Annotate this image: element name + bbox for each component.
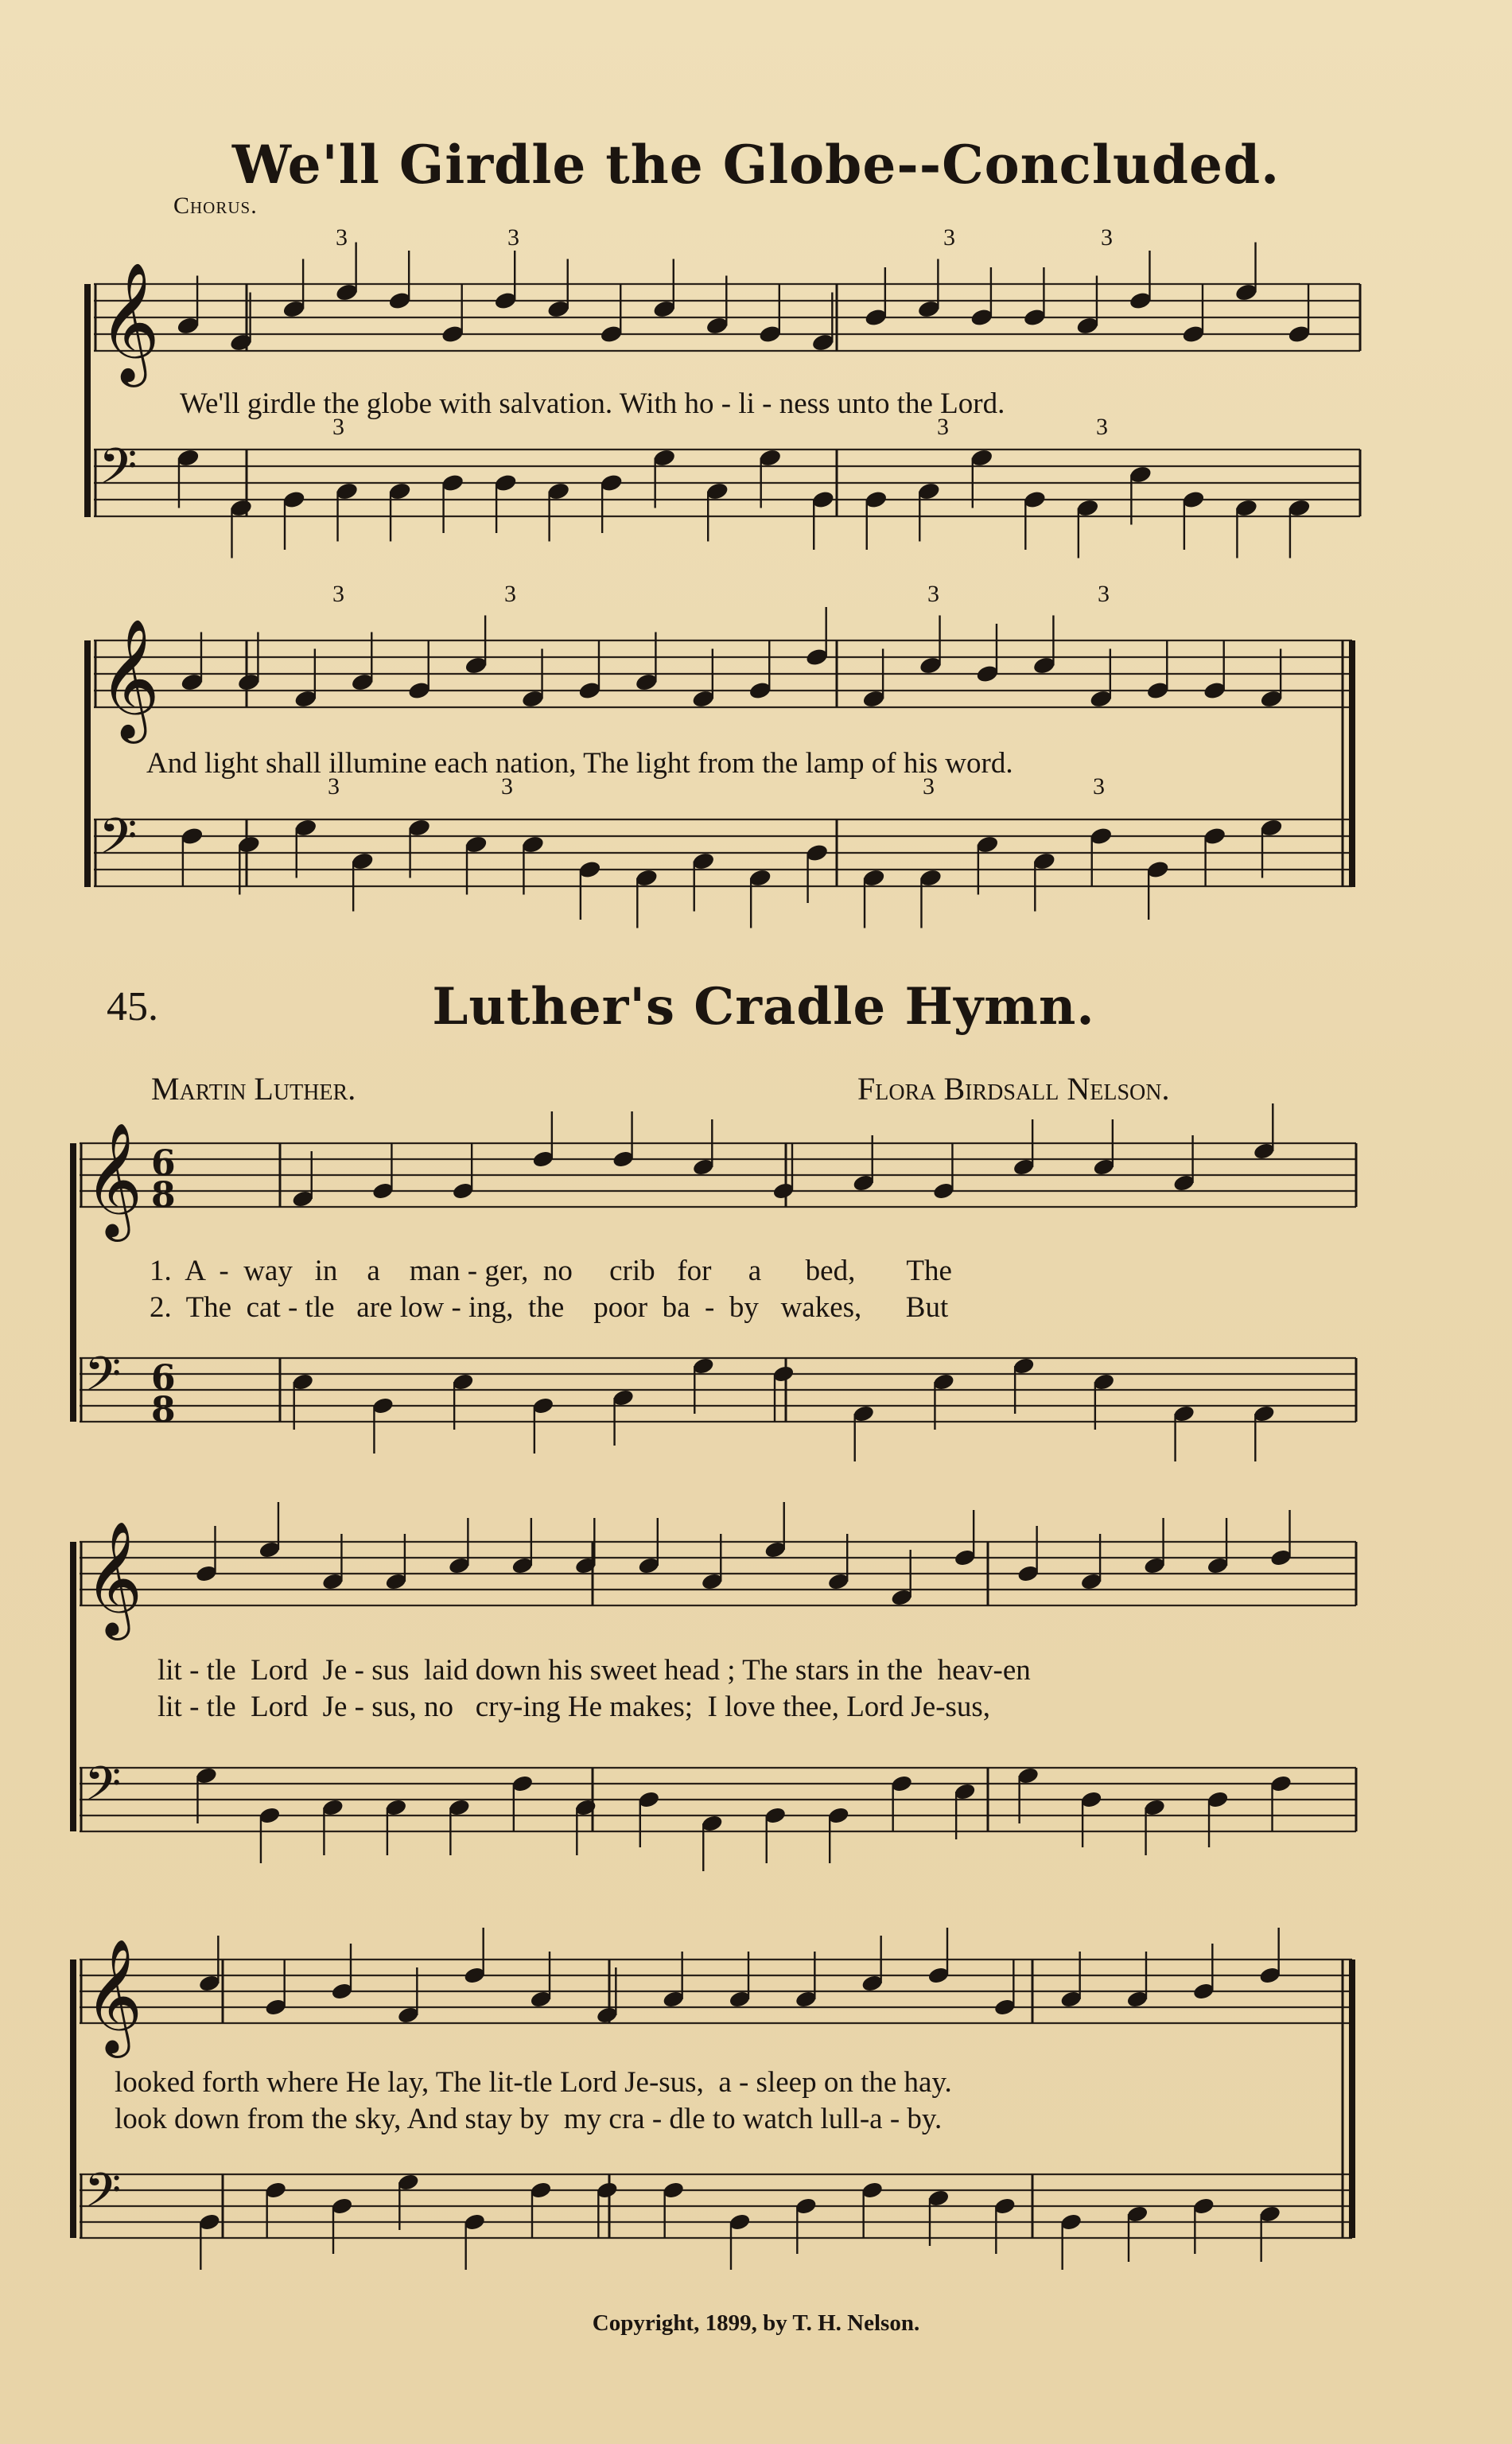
verse-1-line-2: lit - tle Lord Je - sus laid down his sweet head ; The stars in the heav-en bbox=[157, 1654, 1031, 1687]
chorus-lyric-line-1: We'll girdle the globe with salvation. With ho - li - ness unto the Lord. bbox=[180, 387, 1005, 420]
triplet-mark: 3 bbox=[507, 224, 519, 251]
time-signature-top: 6 bbox=[151, 1358, 176, 1399]
triplet-mark: 3 bbox=[504, 581, 516, 607]
triplet-mark: 3 bbox=[328, 773, 340, 800]
triplet-mark: 3 bbox=[1093, 773, 1105, 800]
bass-clef-icon: 𝄢 bbox=[99, 807, 138, 878]
staff bbox=[80, 1358, 1356, 1422]
triplet-mark: 3 bbox=[332, 581, 344, 607]
treble-clef-icon: 𝄞 bbox=[84, 1123, 143, 1237]
time-signature-bottom: 8 bbox=[151, 1390, 176, 1430]
bass-clef-icon: 𝄢 bbox=[84, 1756, 122, 1823]
triplet-mark: 3 bbox=[336, 224, 348, 251]
staff bbox=[94, 819, 1352, 886]
verse-1-line-1: 1. A - way in a man - ger, no crib for a bed, The bbox=[150, 1255, 952, 1287]
staff bbox=[80, 1143, 1356, 1207]
bass-clef-icon: 𝄢 bbox=[99, 437, 138, 508]
chorus-label: Chorus. bbox=[173, 193, 258, 219]
treble-clef-icon: 𝄞 bbox=[84, 1521, 143, 1636]
time-signature-top: 6 bbox=[151, 1143, 176, 1184]
time-signature-bottom: 8 bbox=[151, 1175, 176, 1216]
verse-2-line-1: 2. The cat - tle are low - ing, the poor ba - by wakes, But bbox=[150, 1291, 949, 1324]
music-by: Flora Birdsall Nelson. bbox=[857, 1071, 1170, 1107]
staff bbox=[80, 2174, 1352, 2238]
page-title: We'll Girdle the Globe--Concluded. bbox=[231, 134, 1281, 196]
triplet-mark: 3 bbox=[1096, 414, 1108, 440]
triplet-mark: 3 bbox=[937, 414, 949, 440]
triplet-mark: 3 bbox=[1101, 224, 1113, 251]
treble-clef-icon: 𝄞 bbox=[84, 1939, 143, 2053]
words-by: Martin Luther. bbox=[151, 1071, 356, 1107]
copyright-notice: Copyright, 1899, by T. H. Nelson. bbox=[592, 2310, 920, 2336]
triplet-mark: 3 bbox=[927, 581, 939, 607]
verse-2-line-3: look down from the sky, And stay by my cra - dle to watch lull-a - by. bbox=[115, 2103, 943, 2135]
verse-2-line-2: lit - tle Lord Je - sus, no cry-ing He makes; I love thee, Lord Je-sus, bbox=[157, 1691, 991, 1723]
triplet-mark: 3 bbox=[1098, 581, 1110, 607]
treble-clef-icon: 𝄞 bbox=[99, 261, 160, 382]
staff bbox=[94, 449, 1360, 516]
bass-clef-icon: 𝄢 bbox=[84, 1346, 122, 1413]
hymn-number: 45. bbox=[107, 984, 158, 1029]
triplet-mark: 3 bbox=[332, 414, 344, 440]
chorus-lyric-line-2: And light shall illumine each nation, The light from the lamp of his word. bbox=[146, 747, 1013, 780]
hymn-title: Luther's Cradle Hymn. bbox=[432, 977, 1095, 1037]
triplet-mark: 3 bbox=[943, 224, 955, 251]
bass-clef-icon: 𝄢 bbox=[84, 2162, 122, 2229]
staff bbox=[94, 640, 1352, 707]
triplet-mark: 3 bbox=[501, 773, 513, 800]
triplet-mark: 3 bbox=[923, 773, 935, 800]
treble-clef-icon: 𝄞 bbox=[99, 617, 160, 738]
verse-1-line-3: looked forth where He lay, The lit-tle Lord Je-sus, a - sleep on the hay. bbox=[115, 2066, 952, 2099]
